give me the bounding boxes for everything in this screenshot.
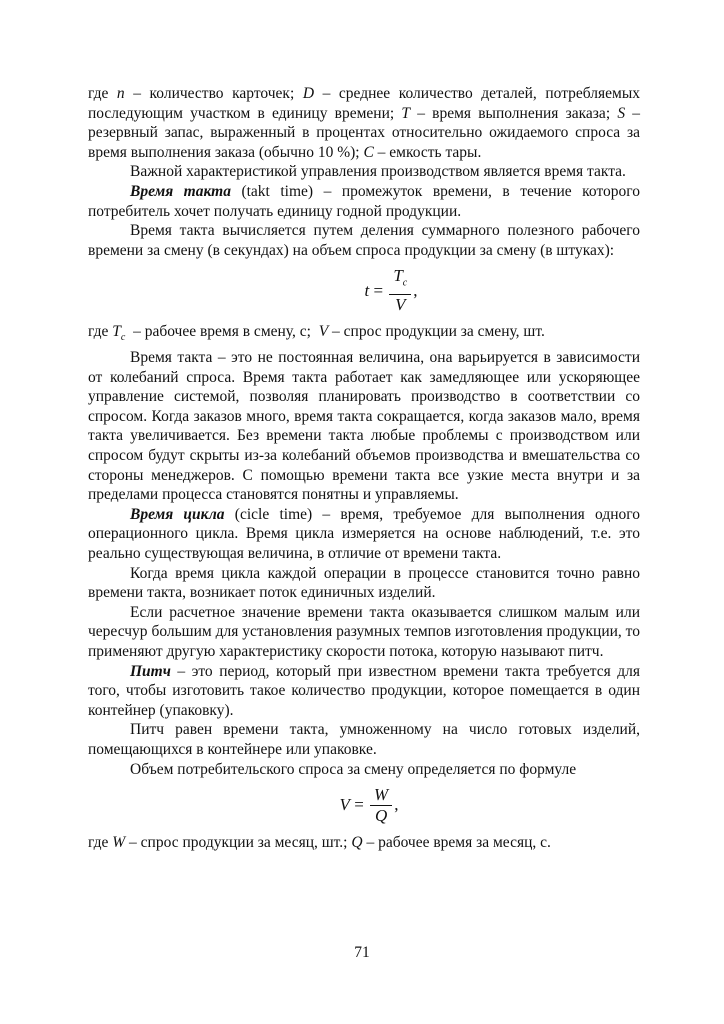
paragraph-demand-vars <box>88 833 640 853</box>
var-T: T <box>401 104 411 122</box>
paragraph-takt-definition <box>88 182 640 221</box>
text: – емкость тары. <box>373 143 482 161</box>
text: – спрос продукции за месяц, шт.; <box>125 834 352 852</box>
term-takt-time: Время такта <box>130 182 231 200</box>
fraction <box>389 266 411 314</box>
var-S: S <box>617 104 626 122</box>
text: (cicle time) – время, требуемое для выполнения одного операционного цикла. Время цикла измеряется на основе наблюдений, т.е. это реально существующая величина, в отличие от времени такта. <box>88 505 640 562</box>
text: (takt time) – промежуток времени, в течение которого потребитель хочет получать единицу годной продукции. <box>88 182 640 220</box>
fraction <box>370 785 392 826</box>
text: где <box>88 323 113 341</box>
paragraph-pitch-equals: Питч равен времени такта, умноженному на число готовых изделий, помещающихся в контейнере или упаковке. <box>88 721 640 758</box>
fraction-denominator <box>371 806 391 826</box>
fraction-numerator <box>370 785 392 806</box>
text: – спрос продукции за смену, шт. <box>328 323 545 341</box>
formula-demand <box>98 783 640 827</box>
text: – время выполнения заказа; <box>410 104 618 122</box>
term-pitch: Питч <box>130 662 171 680</box>
var-W: W <box>112 834 126 852</box>
formula-eq: = <box>369 280 388 300</box>
text: – резервный запас, выраженный в процентах относительно ожидаемого спроса за время выполнения заказа (обычно 10 %); <box>88 104 641 161</box>
text: где <box>88 834 113 852</box>
text: – количество карточек; <box>124 85 303 102</box>
var-D: D <box>302 85 315 102</box>
formula-takt-time <box>142 264 640 316</box>
formula-tail: , <box>394 795 399 815</box>
text: – рабочее время за месяц, с. <box>362 834 551 852</box>
paragraph-pitch-definition <box>88 662 640 721</box>
paragraph-pitch-intro: Если расчетное значение времени такта оказывается слишком малым или чересчур большим для установления разумных темпов изготовления продукции, то применяют другую характеристику скорости потока, которую называют питч. <box>88 603 640 660</box>
fraction-numerator <box>389 266 411 294</box>
paragraph-definitions <box>88 84 640 162</box>
text: где <box>88 85 117 102</box>
num-var: T <box>393 266 403 286</box>
var-Tc-sub: c <box>120 332 126 344</box>
den-var: V <box>395 294 406 314</box>
paragraph-demand-formula-intro: Объем потребительского спроса за смену определяется по формуле <box>130 760 577 778</box>
paragraph-takt-variation: Время такта – это не постоянная величина, она варьируется в зависимости от колебаний спроса. Время такта работает как замедляющее или ускоряющее управление системой, позволяя планировать производство в соответствии со спросом. Когда заказов много, время такта сокращается, когда заказов мало, время такта увеличивается. Без времени такта любые проблемы с производством или спросом будут скрыты из-за колебаний объемов производства и вмешательства со стороны менеджеров. С помощью времени такта все узкие места внутри и за пределами процесса становятся понятны и управляемы. <box>88 349 640 504</box>
page-number: 71 <box>354 944 370 961</box>
num-sub: c <box>402 277 408 289</box>
paragraph-cycle-time <box>88 505 640 564</box>
var-V: V <box>318 323 329 341</box>
var-Tc: T <box>112 323 121 341</box>
formula-lhs: V <box>339 795 350 815</box>
paragraph-takt-calc: Время такта вычисляется путем деления суммарного полезного рабочего времени за смену (в секундах) на объем спроса продукции за смену (в штуках): <box>88 222 640 259</box>
formula-eq: = <box>349 795 369 815</box>
formula-lhs: t <box>364 280 370 300</box>
num-var: W <box>374 784 389 804</box>
paragraph-takt-intro: Важной характеристикой управления производством является время такта. <box>130 163 626 181</box>
var-Q: Q <box>351 834 363 852</box>
formula-tail: , <box>413 280 418 300</box>
var-C: C <box>363 143 374 161</box>
term-cycle-time: Время цикла <box>130 505 225 523</box>
text: – среднее количество деталей, потребляемых последующим участком в единицу времени; <box>88 85 641 122</box>
text: – это период, который при известном времени такта требуется для того, чтобы изготовить такое количество продукции, которое помещается в один контейнер (упаковку). <box>88 662 640 719</box>
den-var: Q <box>374 805 388 825</box>
page-body <box>88 84 640 853</box>
paragraph-takt-vars <box>88 322 640 348</box>
text: – рабочее время в смену, с; <box>125 323 319 341</box>
fraction-denominator <box>391 295 409 315</box>
var-n: n <box>116 85 125 102</box>
paragraph-single-flow: Когда время цикла каждой операции в процессе становится точно равно времени такта, возникает поток единичных изделий. <box>88 564 640 602</box>
